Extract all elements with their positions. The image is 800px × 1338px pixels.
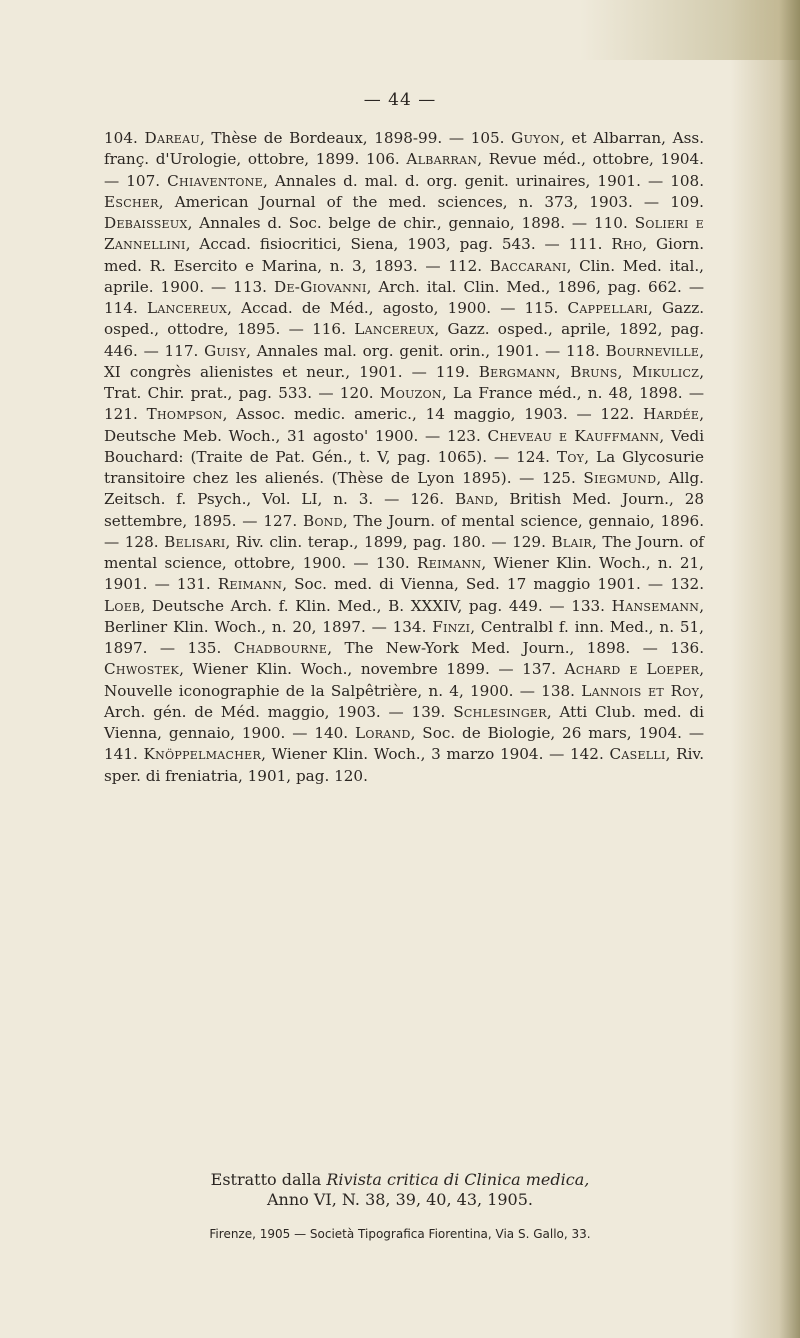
reference-number: 107. [126, 171, 161, 190]
reference-author: Hansemann [611, 596, 700, 615]
reference-entry: 128. Belisari, Riv. clin. terap., 1899, pag. 180. — [124, 532, 507, 551]
reference-number: 140. [314, 724, 349, 742]
reference-entry: 113. De-Giovanni, Arch. ital. Clin. Med., 1896, pag. 662. — [233, 277, 705, 296]
reference-entry: 121. Thompson, Assoc. medic. americ., 14 maggio, 1903. — [104, 405, 592, 424]
reference-number: 104. [104, 129, 138, 147]
reference-entry: 139. Schlesinger, Atti Club. med. di Vienna, gennaio, 1900. — [104, 702, 705, 742]
reference-author: Chiaventone [167, 171, 264, 190]
reference-author: Cappellari [567, 299, 649, 317]
reference-entry: 116. Lancereux, Gazz. osped., aprile, 1892, pag. 446. — [104, 320, 705, 360]
reference-number: 122. [600, 405, 635, 424]
reference-number: 112. [448, 256, 483, 275]
reference-text: Gazz. osped., aprile, 1892, pag. 446. — [104, 320, 705, 360]
reference-text: Vedi Bouchard: (Traite de Pat. Gén., t. V, pag. 1065). — [104, 426, 705, 466]
extract-note [0, 1170, 800, 1210]
reference-entry: 119. Bergmann, Bruns, Mikulicz, Trat. Chir. prat., pag. 533. — [104, 362, 705, 402]
reference-entry: 134. Finzi, Centralbl f. inn. Med., n. 51, 1897. — [104, 617, 705, 657]
reference-entry: 104. Dareau, Thèse de Bordeaux, 1898-99. — [104, 129, 465, 147]
reference-number: 142. [569, 745, 604, 764]
reference-text: British Med. Journ., 28 settembre, 1895. — [104, 490, 705, 530]
page-number: — 44 — [363, 90, 437, 110]
reference-text: The New-York Med. Journ., 1898. — [344, 639, 658, 657]
reference-author: Knöppelmacher [143, 745, 262, 764]
reference-author: Bond [302, 511, 343, 530]
reference-author: Hardée [643, 405, 700, 424]
extract-prefix: Estratto dalla [210, 1170, 322, 1189]
reference-author: Schlesinger [453, 702, 547, 721]
reference-number: 114. [104, 299, 138, 317]
reference-author: Guisy [204, 341, 247, 360]
reference-text: Assoc. medic. americ., 14 maggio, 1903. — [236, 405, 592, 424]
reference-text: La France méd., n. 48, 1898. — [452, 384, 705, 402]
reference-entry: 132. Loeb, Deutsche Arch. f. Klin. Med., B. XXXIV, pag. 449. — [104, 575, 705, 615]
reference-text: Thèse de Bordeaux, 1898-99. — [211, 129, 465, 147]
reference-number: 113. [233, 277, 267, 296]
reference-number: 119. [435, 362, 470, 381]
reference-text: Wiener Klin. Woch., n. 21, 1901. — [104, 554, 704, 594]
reference-number: 132. [670, 575, 705, 594]
reference-number: 138. [541, 681, 575, 700]
extract-line-1 [0, 1170, 800, 1190]
reference-entry: 122. Hardée, Deutsche Meb. Woch., 31 agosto' 1900. — [104, 405, 705, 445]
reference-author: Reimann [417, 554, 482, 572]
reference-entry: 142. Caselli, Riv. sper. di freniatria, 1901, pag. 120. [104, 745, 705, 785]
reference-number: 128. [124, 532, 159, 551]
reference-entry: 107. Chiaventone, Annales d. mal. d. org. genit. urinaires, 1901. — [126, 171, 664, 190]
reference-entry: 108. Escher, American Journal of the med. sciences, n. 373, 1903. — [104, 171, 705, 211]
reference-number: 136. [670, 639, 705, 657]
reference-author: Siegmund [583, 469, 657, 487]
page-edge-shadow [730, 0, 800, 1338]
reference-text: Accad. fisiocritici, Siena, 1903, pag. 543. — [199, 235, 560, 254]
reference-number: 125. [541, 469, 576, 487]
reference-number: 109. [670, 192, 705, 211]
reference-author: Caselli [609, 745, 666, 764]
reference-number: 115. [524, 299, 559, 317]
reference-author: Cheveau e Kauffmann [487, 426, 660, 445]
reference-entry: 109. Debaisseux, Annales d. Soc. belge de chir., gennaio, 1898. — [104, 192, 705, 232]
reference-text: Gazz. osped., ottodre, 1895. — [104, 299, 705, 339]
extract-issue: Anno VI, N. 38, 39, 40, 43, 1905. [266, 1190, 533, 1209]
reference-text: Annales d. mal. d. org. genit. urinaires, 1901. — [274, 171, 664, 190]
reference-author: Escher [104, 192, 159, 211]
reference-entry: 110. Solieri e Zannellini, Accad. fisiocritici, Siena, 1903, pag. 543. — [104, 214, 705, 254]
reference-text: Revue méd., ottobre, 1904. — [104, 150, 705, 190]
reference-text: American Journal of the med. sciences, n. 373, 1903. — [174, 192, 660, 211]
reference-text: Wiener Klin. Woch., 3 marzo 1904. — [271, 745, 565, 764]
reference-number: 117. [164, 341, 199, 360]
reference-entry: 112. Baccarani, Clin. Med. ital., aprile. 1900. — [104, 256, 705, 296]
reference-author: Finzi [432, 617, 471, 636]
reference-number: 110. [593, 214, 628, 232]
reference-text: Nouvelle iconographie de la Salpêtrière, n. 4, 1900. — [104, 681, 535, 700]
reference-author: Baccarani [489, 256, 567, 275]
reference-text: Riv. clin. terap., 1899, pag. 180. — [235, 532, 507, 551]
reference-author: Debaisseux [104, 214, 188, 232]
reference-number: 131. [176, 575, 211, 594]
reference-entry: 133. Hansemann, Berliner Klin. Woch., n. 20, 1897. — [104, 596, 705, 636]
reference-entry: 123. Cheveau e Kauffmann, Vedi Bouchard: (Traite de Pat. Gén., t. V, pag. 1065). — [104, 426, 705, 466]
reference-number: 120. [339, 384, 374, 402]
reference-text: Annales mal. org. genit. orin., 1901. — [256, 341, 561, 360]
reference-author: Belisari [164, 532, 226, 551]
reference-text: Soc. de Biologie, 26 mars, 1904. — [422, 724, 705, 742]
reference-entry: 140. Lorand, Soc. de Biologie, 26 mars, 1904. — [314, 724, 705, 742]
reference-number: 135. [187, 639, 222, 657]
reference-entry: 118. Bourneville, XI congrès alienistes et neur., 1901. — [104, 341, 705, 381]
reference-author: Blair [551, 532, 593, 551]
reference-author: Lancereux [354, 320, 435, 339]
reference-author: Lannois et Roy [581, 681, 700, 700]
reference-number: 141. [104, 745, 138, 764]
reference-entry: 127. Bond, The Journ. of mental science, gennaio, 1896. — [104, 511, 705, 551]
reference-author: Rho [611, 235, 643, 254]
reference-text: Allg. Zeitsch. f. Psych., Vol. LI, n. 3. — [104, 469, 705, 509]
reference-text: Riv. sper. di freniatria, 1901, pag. 120. [104, 745, 705, 785]
reference-author: Reimann [217, 575, 283, 594]
reference-number: 130. [375, 554, 410, 572]
reference-number: 139. [411, 702, 446, 721]
reference-author: De-Giovanni [273, 277, 367, 296]
reference-author: Thompson [146, 405, 223, 424]
reference-author: Band [454, 490, 494, 509]
reference-author: Toy [556, 447, 585, 466]
reference-entry: 129. Blair, The Journ. of mental science, ottobre, 1900. — [104, 532, 705, 572]
reference-number: 129. [512, 532, 546, 551]
reference-text: XI congrès alienistes et neur., 1901. — [104, 362, 427, 381]
reference-entry: 115. Cappellari, Gazz. osped., ottodre, 1895. — [104, 299, 705, 339]
reference-text: et Albarran, Ass. franç. d'Urologie, ottobre, 1899. [104, 129, 705, 169]
reference-text: The Journ. of mental science, ottobre, 1900. — [104, 532, 705, 572]
reference-number: 137. [522, 660, 556, 679]
reference-number: 121. [104, 405, 138, 424]
reference-author: Loeb [104, 596, 141, 615]
reference-text: Accad. de Méd., agosto, 1900. — [241, 299, 516, 317]
reference-text: Soc. med. di Vienna, Sed. 17 maggio 1901. — [294, 575, 664, 594]
reference-text: The Journ. of mental science, gennaio, 1896. — [104, 511, 705, 551]
reference-entry: 117. Guisy, Annales mal. org. genit. orin., 1901. — [164, 341, 561, 360]
reference-number: 105. [470, 129, 505, 147]
reference-text: Deutsche Meb. Woch., 31 agosto' 1900. — [104, 426, 441, 445]
reference-author: Achard e Loeper [564, 660, 700, 679]
reference-author: Bergmann, Bruns, Mikulicz [478, 362, 700, 381]
reference-text: Arch. gén. de Méd. maggio, 1903. — [104, 702, 404, 721]
reference-number: 123. [446, 426, 481, 445]
reference-entry: 120. Mouzon, La France méd., n. 48, 1898. — [339, 384, 705, 402]
reference-author: Bourneville [605, 341, 700, 360]
reference-number: 133. [571, 596, 606, 615]
reference-text: Clin. Med. ital., aprile. 1900. — [104, 256, 705, 296]
reference-entry: 137. Achard e Loeper, Nouvelle iconographie de la Salpêtrière, n. 4, 1900. — [104, 660, 705, 700]
journal-title: Rivista critica di Clinica medica, [326, 1170, 590, 1189]
reference-author: Albarran [406, 150, 478, 169]
reference-text: Centralbl f. inn. Med., n. 51, 1897. — [104, 617, 705, 657]
reference-entry: 111. Rho, Giorn. med. R. Esercito e Marina, n. 3, 1893. — [104, 235, 705, 275]
reference-text: Wiener Klin. Woch., novembre 1899. — [192, 660, 514, 679]
reference-entry: 106. Albarran, Revue méd., ottobre, 1904. — [104, 150, 705, 190]
reference-number: 108. [670, 171, 705, 190]
reference-entry: 141. Knöppelmacher, Wiener Klin. Woch., 3 marzo 1904. — [104, 745, 565, 764]
reference-entry: 124. Toy, La Glycosurie transitoire chez les alienés. (Thèse de Lyon 1895). — [104, 447, 705, 487]
reference-number: 106. [365, 150, 400, 169]
reference-text: La Glycosurie transitoire chez les alienés. (Thèse de Lyon 1895). — [104, 447, 705, 487]
reference-entry: 114. Lancereux, Accad. de Méd., agosto, 1900. — [104, 299, 516, 317]
reference-text: Arch. ital. Clin. Med., 1896, pag. 662. — [378, 277, 705, 296]
reference-number: 118. [566, 341, 600, 360]
reference-number: 127. [263, 511, 298, 530]
reference-text: Giorn. med. R. Esercito e Marina, n. 3, 1893. — [104, 235, 705, 275]
reference-entry: 136. Chwostek, Wiener Klin. Woch., novembre 1899. — [104, 639, 705, 679]
reference-text: Atti Club. med. di Vienna, gennaio, 1900. — [104, 702, 705, 742]
reference-entry: 130. Reimann, Wiener Klin. Woch., n. 21, 1901. — [104, 554, 704, 594]
reference-number: 126. [410, 490, 445, 509]
reference-entry: 138. Lannois et Roy, Arch. gén. de Méd. maggio, 1903. — [104, 681, 705, 721]
reference-text: Deutsche Arch. f. Klin. Med., B. XXXIV, pag. 449. — [151, 596, 565, 615]
reference-author: Chadbourne [233, 639, 328, 657]
reference-number: 111. [568, 235, 603, 254]
reference-author: Chwostek [104, 660, 180, 679]
reference-author: Lorand [355, 724, 411, 742]
reference-number: 116. [312, 320, 346, 339]
reference-list [104, 128, 704, 787]
reference-entry: 125. Siegmund, Allg. Zeitsch. f. Psych., Vol. LI, n. 3. — [104, 469, 705, 509]
reference-number: 134. [392, 617, 427, 636]
reference-text: Trat. Chir. prat., pag. 533. — [104, 384, 334, 402]
reference-author: Guyon [511, 129, 560, 147]
reference-text: Annales d. Soc. belge de chir., gennaio, 1898. — [199, 214, 588, 232]
reference-number: 124. [516, 447, 550, 466]
reference-entry: 105. Guyon, et Albarran, Ass. franç. d'Urologie, ottobre, 1899. [104, 129, 705, 169]
reference-author: Mouzon [379, 384, 442, 402]
reference-entry: 135. Chadbourne, The New-York Med. Journ., 1898. — [187, 639, 658, 657]
reference-entry: 126. Band, British Med. Journ., 28 settembre, 1895. — [104, 490, 705, 530]
reference-entry: 131. Reimann, Soc. med. di Vienna, Sed. 17 maggio 1901. — [176, 575, 664, 594]
reference-author: Lancereux [146, 299, 228, 317]
reference-text: Berliner Klin. Woch., n. 20, 1897. — [104, 617, 387, 636]
reference-author: Dareau [144, 129, 200, 147]
printer-imprint: Firenze, 1905 — Società Tipografica Fiorentina, Via S. Gallo, 33. [209, 1227, 591, 1241]
reference-author: Solieri e Zannellini [104, 214, 705, 254]
